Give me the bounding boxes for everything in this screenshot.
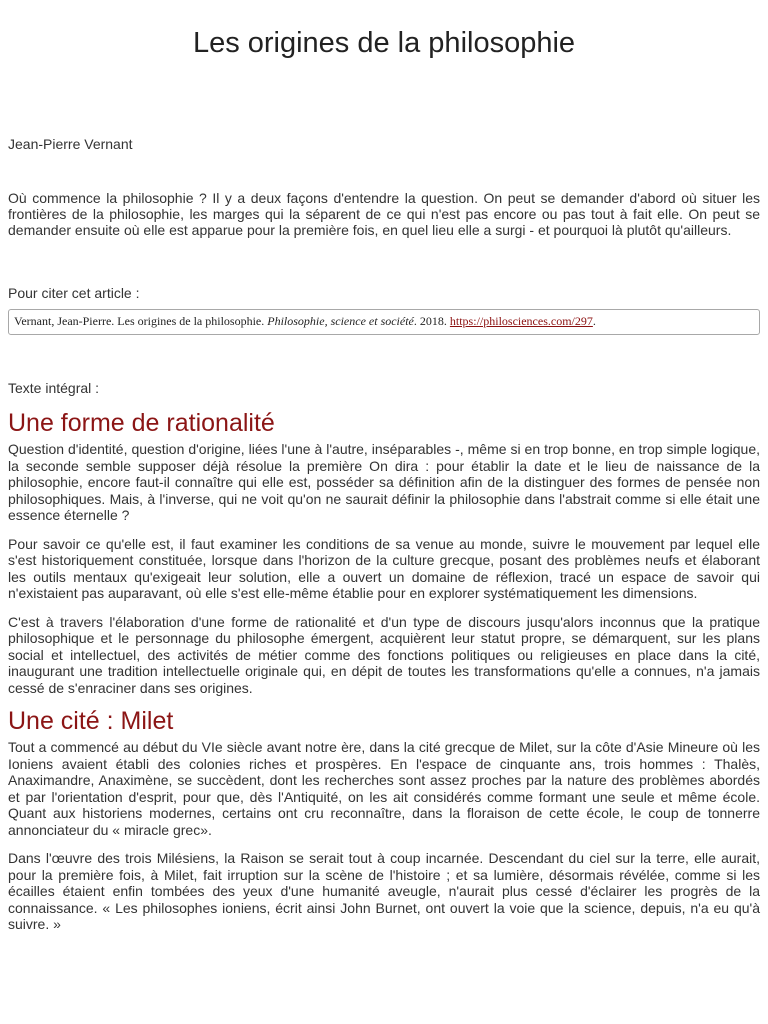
page-title: Les origines de la philosophie xyxy=(192,27,576,59)
citation-link[interactable]: https://philosciences.com/297 xyxy=(449,314,593,328)
paragraph: Question d'identité, question d'origine, liées l'une à l'autre, inséparables -, même si en trop bonne, en trop simple logique, la seconde semble supposer déjà résolue la première On dira : pour établir la date et le lieu de naissance de la philosophie, encore faut-il connaître qui elle est, posséder sa définition afin de la distinguer des formes de pensée non philosophiques. Mais, à l'inverse, qui ne voit qu'on ne saurait définir la philosophie dans l'abstrait comme si elle était une essence éternelle ? xyxy=(8,441,760,523)
paragraph: C'est à travers l'élaboration d'une forme de rationalité et d'un type de discours jusqu'alors inconnus que la pratique philosophique et le personnage du philosophe émergent, acquièrent leur statut propre, se démarquent, sur les plans social et intellectuel, des activités de métier comme des fonctions politiques ou religieuses en place dans la cité, inaugurant une tradition intellectuelle originale qui, en dépit de toutes les transformations qu'elle a connues, n'a jamais cessé de s'enraciner dans ses origines. xyxy=(8,613,760,696)
article-author: Jean-Pierre Vernant xyxy=(8,136,133,152)
paragraph: Pour savoir ce qu'elle est, il faut examiner les conditions de sa venue au monde, suivre le mouvement par lequel elle s'est historiquement constituée, lorsque dans l'horizon de la culture grecque, posant des problèmes neufs et élaborant les outils mentaux qu'exigeait leur solution, elle a ouvert un domaine de réflexion, tracé un espace de savoir qui n'existaient pas auparavant, où elle s'est elle-même établie pour en explorer systématiquement les dimensions. xyxy=(8,535,760,601)
citation-journal: Philosophie, science et société xyxy=(267,314,414,328)
citation-label: Pour citer cet article : xyxy=(8,285,140,301)
citation-end: . xyxy=(592,314,596,328)
citation-box xyxy=(8,309,760,335)
citation-prefix: Vernant, Jean-Pierre. Les origines de la philosophie. xyxy=(14,314,268,328)
article xyxy=(8,0,760,933)
section-heading-rationalite: Une forme de rationalité xyxy=(8,409,275,437)
paragraph: Dans l'œuvre des trois Milésiens, la Raison se serait tout à coup incarnée. Descendant du ciel sur la terre, elle aurait, pour la première fois, à Milet, fait irruption sur la scène de l'histoire ; et sa lumière, désormais révélée, comme si les écailles étaient enfin tombées des yeux d'une humanité aveugle, n'aurait plus cessé d'éclairer les progrès de la connaissance. « Les philosophes ioniens, écrit ainsi John Burnet, ont ouvert la voie que la science, depuis, n'a eu qu'à suivre. » xyxy=(8,850,760,932)
citation-suffix: . 2018. xyxy=(413,314,450,328)
paragraph: Tout a commencé au début du VIe siècle avant notre ère, dans la cité grecque de Milet, sur la côte d'Asie Mineure où les Ioniens avaient établi des colonies riches et prospères. En l'espace de cinquante ans, trois hommes : Thalès, Anaximandre, Anaximène, se succèdent, dont les recherches sont assez proches par la nature des problèmes abordés et par l'orientation d'esprit, pour que, dès l'Antiquité, on les ait considérés comme formant une seule et même école. Quant aux historiens modernes, certains ont cru reconnaître, dans la floraison de cette école, le coup de tonnerre annonciateur du « miracle grec». xyxy=(8,739,760,838)
fulltext-label: Texte intégral : xyxy=(8,380,100,396)
article-abstract: Où commence la philosophie ? Il y a deux façons d'entendre la question. On peut se demander d'abord où situer les frontières de la philosophie, les marges qui la séparent de ce qui n'est pas encore ou pas tout à fait elle. On peut se demander ensuite où elle est apparue pour la première fois, en quel lieu elle a surgi - et pourquoi là plutôt qu'ailleurs. xyxy=(8,190,760,238)
section-heading-milet: Une cité : Milet xyxy=(8,707,174,735)
